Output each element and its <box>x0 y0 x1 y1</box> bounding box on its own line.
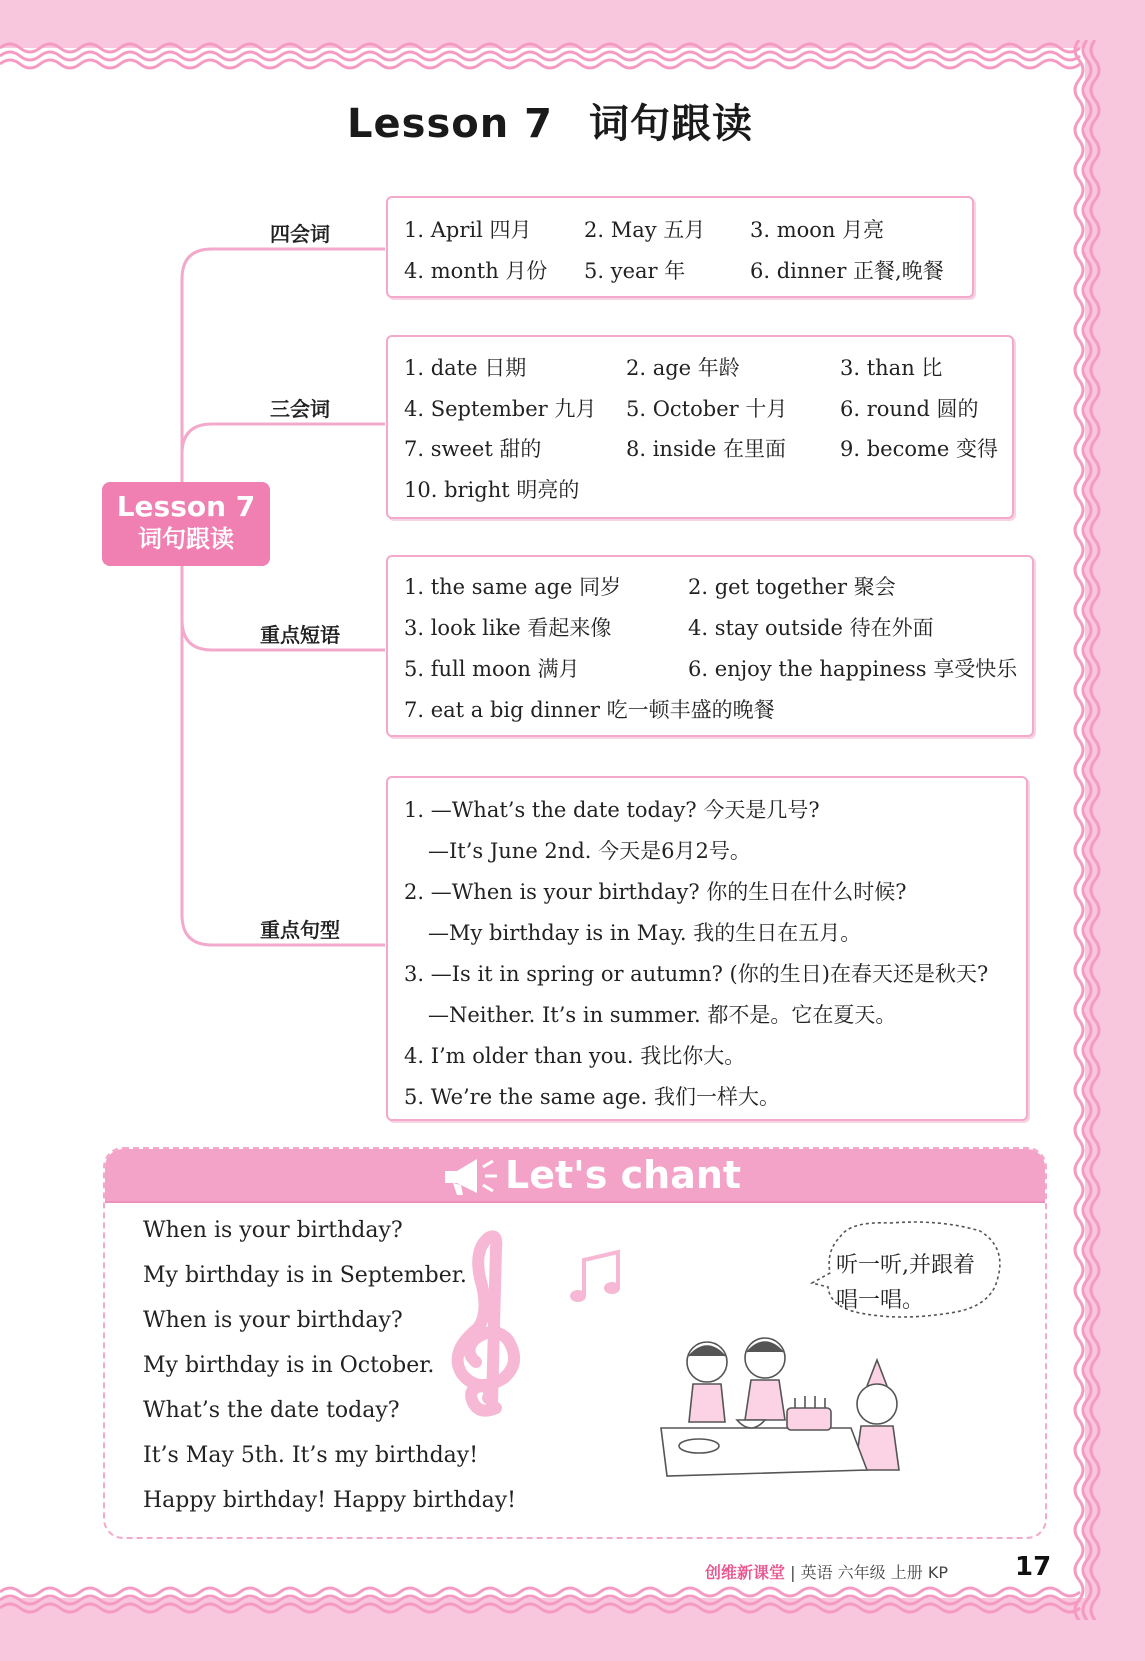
phrase-item: 5. full moon 满月 <box>404 657 580 681</box>
sentence-line: —Neither. It’s in summer. 都不是。它在夏天。 <box>428 1003 897 1027</box>
vocab-item: 6. dinner 正餐,晚餐 <box>750 259 944 283</box>
phrase-item: 6. enjoy the happiness 享受快乐 <box>688 657 1018 681</box>
vocab-item: 5. year 年 <box>584 259 686 283</box>
chant-header <box>105 1149 1045 1203</box>
treble-clef-icon <box>438 1228 538 1418</box>
four-skill-words-box <box>386 196 974 298</box>
vocab-item: 1. April 四月 <box>404 218 532 242</box>
chant-line: When is your birthday? <box>143 1218 403 1243</box>
vocab-item: 6. round 圆的 <box>840 397 979 421</box>
chant-line: Happy birthday! Happy birthday! <box>143 1488 517 1513</box>
branch-label-key-phrases: 重点短语 <box>260 623 340 647</box>
vocab-item: 3. moon 月亮 <box>750 218 885 242</box>
sentence-line: 4. I’m older than you. 我比你大。 <box>404 1044 746 1068</box>
page-number: 17 <box>1015 1552 1052 1582</box>
vocab-item: 8. inside 在里面 <box>626 437 786 461</box>
vocab-item: 3. than 比 <box>840 356 943 380</box>
bottom-wave-border <box>0 1580 1090 1620</box>
footer-info: | 英语 六年级 上册 KP <box>790 1563 948 1582</box>
chant-line: My birthday is in September. <box>143 1263 467 1288</box>
footer-brand: 创维新课堂 <box>705 1563 786 1582</box>
branch-label-key-sentences: 重点句型 <box>260 918 340 942</box>
key-phrases-box <box>386 555 1034 737</box>
sentence-line: 3. —Is it in spring or autumn? (你的生日)在春天还是秋天? <box>404 962 989 986</box>
branch-label-three-skill: 三会词 <box>270 397 330 421</box>
center-lesson-badge <box>102 482 270 566</box>
center-badge-line1: Lesson 7 <box>116 490 256 523</box>
vocab-item: 4. September 九月 <box>404 397 597 421</box>
page-title <box>0 92 1100 149</box>
phrase-item: 1. the same age 同岁 <box>404 575 622 599</box>
chant-line: It’s May 5th. It’s my birthday! <box>143 1443 479 1468</box>
children-illustration <box>655 1330 910 1490</box>
center-badge-line2: 词句跟读 <box>138 525 234 553</box>
chant-line: My birthday is in October. <box>143 1353 435 1378</box>
vocab-item: 2. age 年龄 <box>626 356 740 380</box>
bubble-line: 听一听,并跟着 <box>836 1253 975 1278</box>
vocab-item: 1. date 日期 <box>404 356 527 380</box>
vocab-item: 10. bright 明亮的 <box>404 478 580 502</box>
vocab-item: 7. sweet 甜的 <box>404 437 542 461</box>
vocab-item: 4. month 月份 <box>404 259 548 283</box>
three-skill-words-box <box>386 335 1014 519</box>
vocab-item: 2. May 五月 <box>584 218 706 242</box>
top-wave-border <box>0 40 1090 80</box>
title-subtitle: 词句跟读 <box>588 101 753 147</box>
title-lesson: Lesson 7 <box>347 101 553 147</box>
chant-title: Let's chant <box>505 1153 742 1197</box>
phrase-item: 7. eat a big dinner 吃一顿丰盛的晚餐 <box>404 698 775 722</box>
right-wave-border <box>1065 40 1105 1620</box>
phrase-item: 3. look like 看起来像 <box>404 616 612 640</box>
chant-line: When is your birthday? <box>143 1308 403 1333</box>
chant-line: What’s the date today? <box>143 1398 400 1423</box>
bubble-line: 唱一唱。 <box>836 1288 925 1313</box>
sentence-line: 5. We’re the same age. 我们一样大。 <box>404 1085 780 1109</box>
key-sentences-box <box>386 776 1028 1121</box>
music-note-icon <box>566 1248 626 1308</box>
sentence-line: —My birthday is in May. 我的生日在五月。 <box>428 921 862 945</box>
vocab-item: 5. October 十月 <box>626 397 788 421</box>
phrase-item: 4. stay outside 待在外面 <box>688 616 934 640</box>
megaphone-icon <box>439 1155 499 1199</box>
vocab-item: 9. become 变得 <box>840 437 999 461</box>
sentence-line: 1. —What’s the date today? 今天是几号? <box>404 798 820 822</box>
branch-label-four-skill: 四会词 <box>270 222 330 246</box>
sentence-line: 2. —When is your birthday? 你的生日在什么时候? <box>404 880 907 904</box>
sentence-line: —It’s June 2nd. 今天是6月2号。 <box>428 839 751 863</box>
phrase-item: 2. get together 聚会 <box>688 575 896 599</box>
footer <box>705 1560 948 1583</box>
